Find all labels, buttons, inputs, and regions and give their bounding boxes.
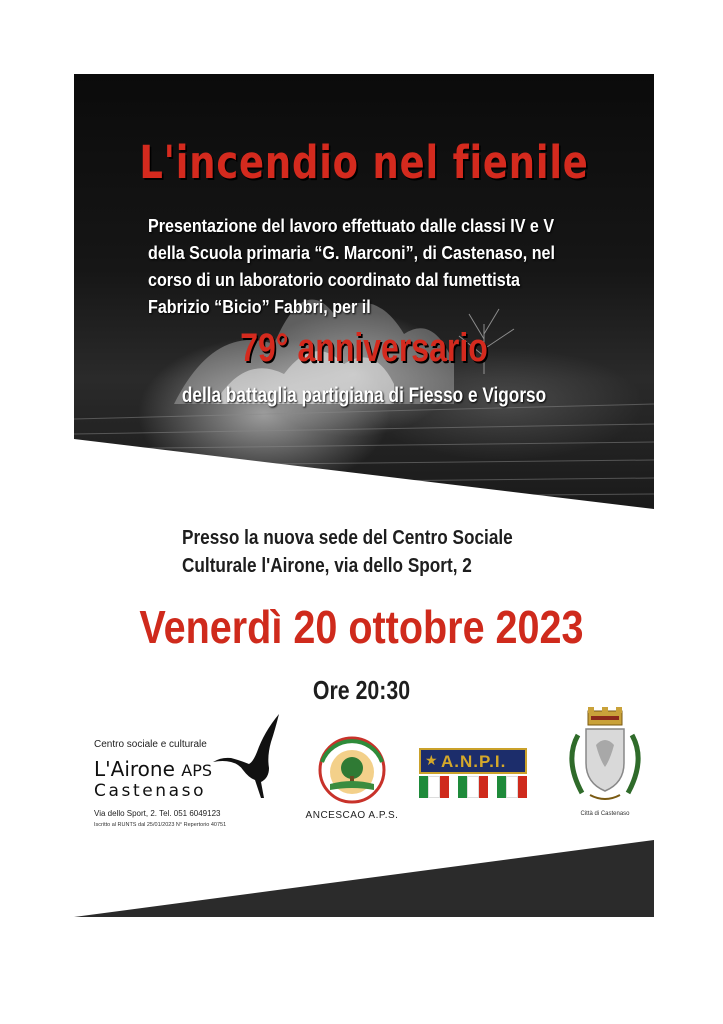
venue-line: Presso la nuova sede del Centro Sociale (182, 527, 513, 549)
ancescao-logo (300, 732, 404, 827)
event-time: Ore 20:30 (312, 675, 411, 705)
ancescao-emblem-icon (300, 732, 404, 808)
description-line: corso di un laboratorio coordinato dal fumettista (148, 269, 521, 290)
airone-aps: APS (181, 761, 212, 780)
description-line: della Scuola primaria “G. Marconi”, di Castenaso, nel (148, 242, 555, 263)
event-date: Venerdì 20 ottobre 2023 (139, 601, 584, 653)
description-line: Fabrizio “Bicio” Fabbri, per il (148, 296, 371, 317)
crest-caption: Città di Castenaso (580, 811, 630, 817)
venue-line: Culturale l'Airone, via dello Sport, 2 (182, 555, 472, 577)
airone-name-text: L'Airone (94, 757, 175, 781)
anpi-logo (419, 748, 527, 800)
event-title: L'incendio nel fienile (139, 136, 589, 189)
heron-icon (209, 712, 283, 804)
airone-address: Via dello Sport, 2. Tel. 051 6049123 (94, 809, 221, 818)
battle-subtitle: della battaglia partigiana di Fiesso e Vigorso (181, 384, 547, 407)
ancescao-caption: ANCESCAO A.P.S. (305, 810, 399, 821)
airone-registry: Iscritto al RUNTS dal 25/01/2023 N° Repertorio 40751 (94, 822, 227, 828)
airone-logo (94, 712, 284, 842)
venue-text (182, 524, 543, 580)
bottom-decorative-band (74, 840, 654, 917)
anniversary-heading: 79° anniversario (240, 326, 488, 370)
star-icon: ★ (425, 752, 438, 768)
airone-town: Castenaso (94, 781, 207, 801)
hero-image (74, 74, 654, 509)
description-line: Presentazione del lavoro effettuato dalle classi IV e V (148, 215, 555, 236)
anpi-label: A.N.P.I. (441, 752, 507, 771)
event-description (148, 212, 566, 320)
anpi-flags (419, 776, 527, 798)
airone-tagline: Centro sociale e culturale (94, 739, 207, 750)
anpi-banner (419, 748, 527, 774)
crest-icon (560, 705, 650, 809)
castenaso-crest (560, 705, 650, 820)
airone-name (94, 757, 212, 781)
